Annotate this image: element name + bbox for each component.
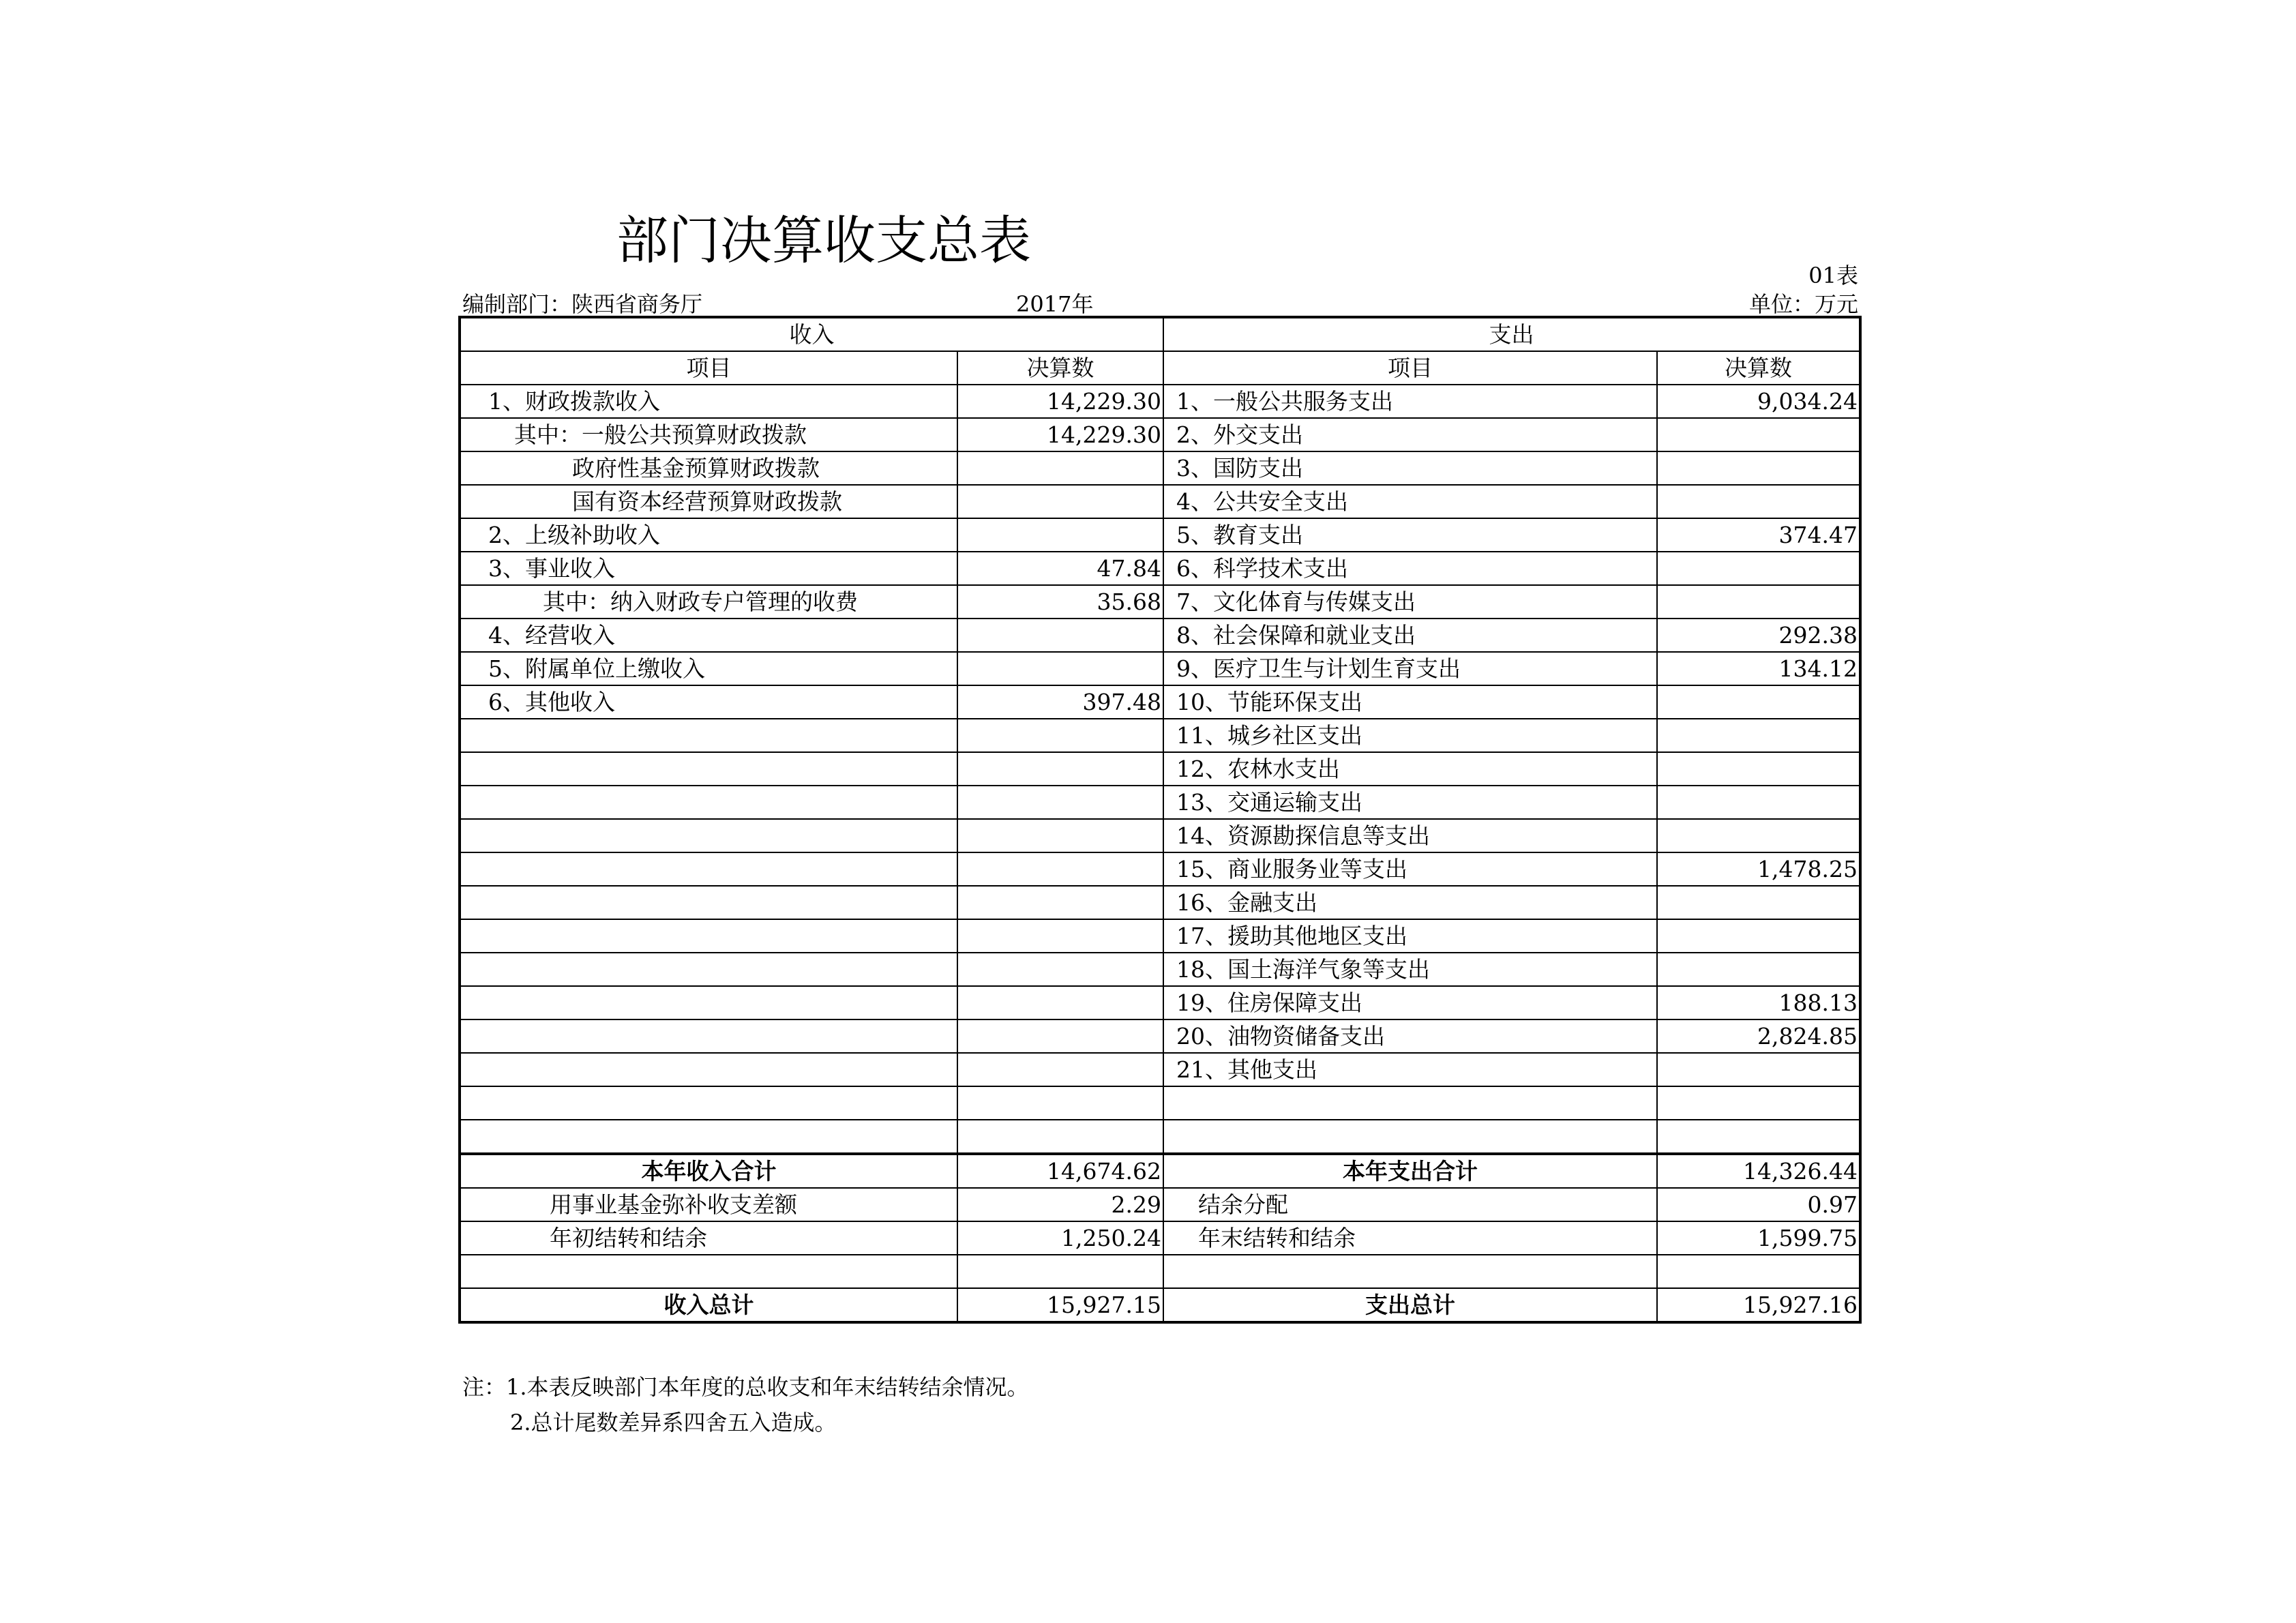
- income-item: 3、事业收入: [460, 552, 957, 585]
- income-amount: 14,229.30: [957, 385, 1163, 418]
- expense-item: 21、其他支出: [1163, 1053, 1657, 1086]
- income-item: [460, 719, 957, 752]
- expense-amount: [1657, 1086, 1860, 1120]
- grand-total-row: [460, 1288, 1860, 1322]
- income-amount: [957, 852, 1163, 886]
- surplus-value: 0.97: [1657, 1188, 1860, 1221]
- expense-amount: 9,034.24: [1657, 385, 1860, 418]
- expense-amount: [1657, 485, 1860, 518]
- expense-item: [1163, 1086, 1657, 1120]
- table-row: [460, 485, 1860, 518]
- table-row: [460, 552, 1860, 585]
- note-1: 注：1.本表反映部门本年度的总收支和年末结转结余情况。: [462, 1374, 1029, 1400]
- income-item: [460, 1053, 957, 1086]
- expense-amount: [1657, 552, 1860, 585]
- blank-cell: [1163, 1255, 1657, 1288]
- blank-cell: [1657, 1255, 1860, 1288]
- expense-amount: 374.47: [1657, 518, 1860, 552]
- income-amount: [957, 1019, 1163, 1053]
- fund-value: 2.29: [957, 1188, 1163, 1221]
- expense-amount: 188.13: [1657, 986, 1860, 1019]
- income-amount: [957, 518, 1163, 552]
- expense-amount: [1657, 786, 1860, 819]
- expense-item: 11、城乡社区支出: [1163, 719, 1657, 752]
- table-row: [460, 418, 1860, 451]
- notes: [462, 1369, 1029, 1440]
- expense-amount: [1657, 1053, 1860, 1086]
- table-row: [460, 1120, 1860, 1154]
- income-item: 其中：纳入财政专户管理的收费: [460, 585, 957, 619]
- section-header-row: [460, 317, 1860, 351]
- expense-amount: [1657, 919, 1860, 953]
- expense-item: 9、医疗卫生与计划生育支出: [1163, 652, 1657, 685]
- table-number: 01表: [1808, 263, 1858, 288]
- expense-item: 12、农林水支出: [1163, 752, 1657, 786]
- expense-item: 16、金融支出: [1163, 886, 1657, 919]
- blank-cell: [460, 1255, 957, 1288]
- income-amount: [957, 652, 1163, 685]
- income-amount: [957, 1086, 1163, 1120]
- surplus-label: 结余分配: [1163, 1188, 1657, 1221]
- end-value: 1,599.75: [1657, 1221, 1860, 1255]
- income-amount: [957, 752, 1163, 786]
- income-amount: [957, 886, 1163, 919]
- income-amount: [957, 451, 1163, 485]
- income-item: [460, 786, 957, 819]
- income-header: 收入: [460, 317, 1163, 351]
- page-title: 部门决算收支总表: [616, 210, 1031, 271]
- table-row: [460, 986, 1860, 1019]
- income-amount: 14,229.30: [957, 418, 1163, 451]
- expense-amount: [1657, 685, 1860, 719]
- income-amount: [957, 485, 1163, 518]
- income-item: 政府性基金预算财政拨款: [460, 451, 957, 485]
- expense-item: 3、国防支出: [1163, 451, 1657, 485]
- expense-item: 13、交通运输支出: [1163, 786, 1657, 819]
- expense-item: 4、公共安全支出: [1163, 485, 1657, 518]
- income-item: 4、经营收入: [460, 619, 957, 652]
- expense-amount: [1657, 819, 1860, 852]
- table-row: [460, 752, 1860, 786]
- expense-amount: 134.12: [1657, 652, 1860, 685]
- income-item: [460, 886, 957, 919]
- expense-item: 5、教育支出: [1163, 518, 1657, 552]
- expense-amount: [1657, 585, 1860, 619]
- expense-amount: [1657, 719, 1860, 752]
- income-item: [460, 1086, 957, 1120]
- expense-amount: [1657, 1120, 1860, 1154]
- fund-label: 用事业基金弥补收支差额: [460, 1188, 957, 1221]
- table-row: [460, 719, 1860, 752]
- table-row: [460, 585, 1860, 619]
- income-item: [460, 1120, 957, 1154]
- carryover-row: [460, 1221, 1860, 1255]
- table-row: [460, 652, 1860, 685]
- expense-item: 1、一般公共服务支出: [1163, 385, 1657, 418]
- income-amount: [957, 1120, 1163, 1154]
- dept-label: 编制部门：陕西省商务厅: [462, 291, 703, 317]
- expense-amount: [1657, 953, 1860, 986]
- expense-amount: [1657, 418, 1860, 451]
- year-expense-label: 本年支出合计: [1163, 1154, 1657, 1188]
- begin-value: 1,250.24: [957, 1221, 1163, 1255]
- expense-item: 17、援助其他地区支出: [1163, 919, 1657, 953]
- income-item-header: 项目: [460, 351, 957, 385]
- unit-label: 单位：万元: [1748, 291, 1858, 317]
- table-row: [460, 886, 1860, 919]
- income-total-label: 收入总计: [460, 1288, 957, 1322]
- expense-amount: 1,478.25: [1657, 852, 1860, 886]
- expense-amount: [1657, 451, 1860, 485]
- blank-row: [460, 1255, 1860, 1288]
- end-label: 年末结转和结余: [1163, 1221, 1657, 1255]
- income-item: [460, 919, 957, 953]
- year-expense-value: 14,326.44: [1657, 1154, 1860, 1188]
- income-amount: [957, 786, 1163, 819]
- table-row: [460, 1053, 1860, 1086]
- fund-row: [460, 1188, 1860, 1221]
- expense-item: 7、文化体育与传媒支出: [1163, 585, 1657, 619]
- expense-amount-header: 决算数: [1657, 351, 1860, 385]
- income-item: [460, 1019, 957, 1053]
- table-row: [460, 518, 1860, 552]
- expense-amount: [1657, 752, 1860, 786]
- year-total-row: [460, 1154, 1860, 1188]
- table-row: [460, 385, 1860, 418]
- income-item: [460, 852, 957, 886]
- income-amount: [957, 919, 1163, 953]
- income-item: 6、其他收入: [460, 685, 957, 719]
- expense-header: 支出: [1163, 317, 1860, 351]
- expense-item: 20、油物资储备支出: [1163, 1019, 1657, 1053]
- table-row: [460, 1019, 1860, 1053]
- table-row: [460, 919, 1860, 953]
- income-amount: [957, 986, 1163, 1019]
- year-label: 2017年: [1016, 291, 1094, 317]
- expense-total-value: 15,927.16: [1657, 1288, 1860, 1322]
- expense-item: 8、社会保障和就业支出: [1163, 619, 1657, 652]
- income-amount: 397.48: [957, 685, 1163, 719]
- income-amount: [957, 719, 1163, 752]
- expense-amount: 2,824.85: [1657, 1019, 1860, 1053]
- income-item: 其中：一般公共预算财政拨款: [460, 418, 957, 451]
- income-item: [460, 986, 957, 1019]
- table-row: [460, 819, 1860, 852]
- income-item: 1、财政拨款收入: [460, 385, 957, 418]
- year-income-label: 本年收入合计: [460, 1154, 957, 1188]
- expense-item: 14、资源勘探信息等支出: [1163, 819, 1657, 852]
- expense-item: 19、住房保障支出: [1163, 986, 1657, 1019]
- income-item: 2、上级补助收入: [460, 518, 957, 552]
- income-item: [460, 752, 957, 786]
- income-amount: [957, 1053, 1163, 1086]
- table-row: [460, 451, 1860, 485]
- table-row: [460, 786, 1860, 819]
- column-header-row: [460, 351, 1860, 385]
- table-row: [460, 685, 1860, 719]
- income-amount: 47.84: [957, 552, 1163, 585]
- income-item: 5、附属单位上缴收入: [460, 652, 957, 685]
- table-row: [460, 953, 1860, 986]
- expense-item-header: 项目: [1163, 351, 1657, 385]
- income-amount: [957, 819, 1163, 852]
- blank-cell: [957, 1255, 1163, 1288]
- expense-item: 6、科学技术支出: [1163, 552, 1657, 585]
- expense-total-label: 支出总计: [1163, 1288, 1657, 1322]
- income-total-value: 15,927.15: [957, 1288, 1163, 1322]
- table-row: [460, 619, 1860, 652]
- expense-amount: [1657, 886, 1860, 919]
- expense-item: 10、节能环保支出: [1163, 685, 1657, 719]
- income-item: [460, 953, 957, 986]
- table-row: [460, 852, 1860, 886]
- year-income-value: 14,674.62: [957, 1154, 1163, 1188]
- income-amount-header: 决算数: [957, 351, 1163, 385]
- budget-table: [458, 316, 1862, 1324]
- note-2: 2.总计尾数差异系四舍五入造成。: [510, 1410, 837, 1435]
- expense-item: 2、外交支出: [1163, 418, 1657, 451]
- expense-item: 15、商业服务业等支出: [1163, 852, 1657, 886]
- income-amount: [957, 619, 1163, 652]
- income-amount: 35.68: [957, 585, 1163, 619]
- table-row: [460, 1086, 1860, 1120]
- income-item: [460, 819, 957, 852]
- expense-amount: 292.38: [1657, 619, 1860, 652]
- income-amount: [957, 953, 1163, 986]
- expense-item: 18、国土海洋气象等支出: [1163, 953, 1657, 986]
- income-item: 国有资本经营预算财政拨款: [460, 485, 957, 518]
- begin-label: 年初结转和结余: [460, 1221, 957, 1255]
- expense-item: [1163, 1120, 1657, 1154]
